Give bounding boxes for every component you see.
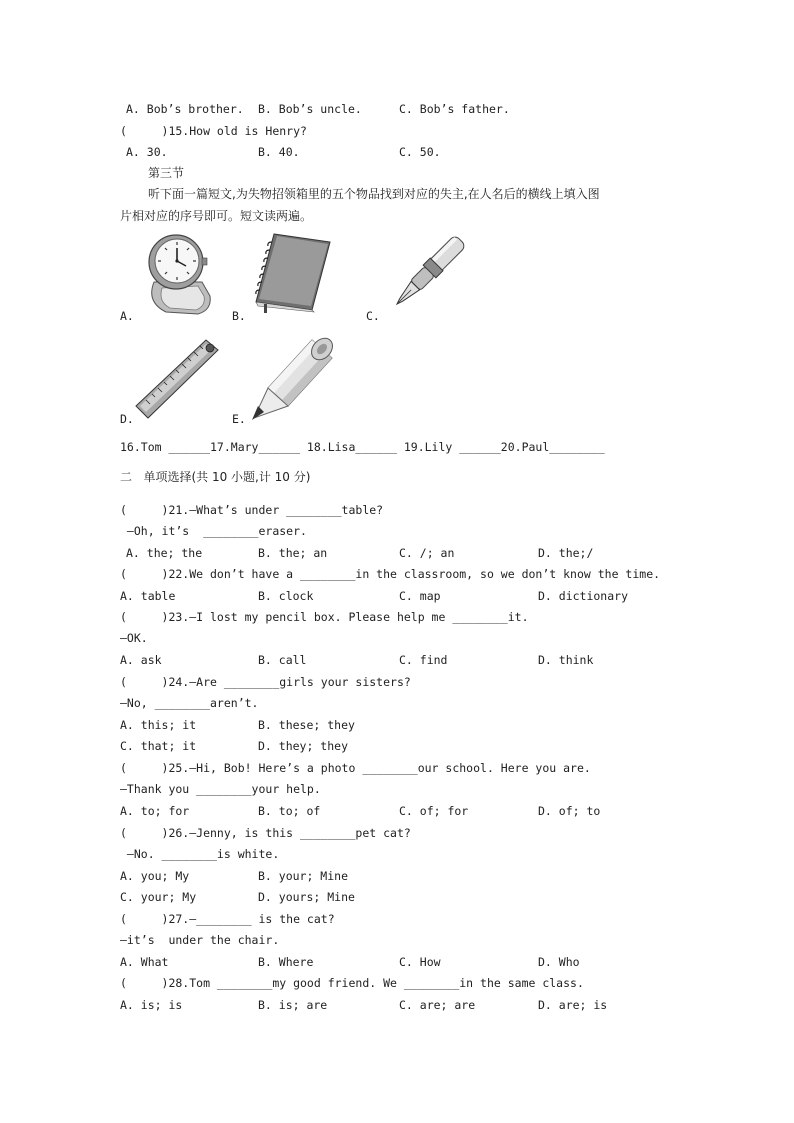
q21-stem: ( )21.—What’s under ________table? — [120, 503, 384, 517]
q25-option-b: B. to; of — [258, 804, 321, 818]
q14-option-b: B. Bob’s uncle. — [258, 102, 362, 116]
q23-option-a: A. ask — [120, 653, 162, 667]
q25-option-a: A. to; for — [120, 804, 190, 818]
q28-option-c: C. are; are — [399, 998, 476, 1012]
q21-option-a: A. the; the — [126, 546, 203, 560]
q28-option-b: B. is; are — [258, 998, 328, 1012]
q22-option-a: A. table — [120, 589, 176, 603]
q22-option-d: D. dictionary — [538, 589, 629, 603]
q27-option-d: D. Who — [538, 955, 580, 969]
q26-stem: ( )26.—Jenny, is this ________pet cat? — [120, 826, 411, 840]
q25-reply: —Thank you ________your help. — [120, 782, 321, 796]
q24-stem: ( )24.—Are ________girls your sisters? — [120, 675, 411, 689]
q14-option-a: A. Bob’s brother. — [126, 102, 244, 116]
q22-option-b: B. clock — [258, 589, 314, 603]
q22-stem: ( )22.We don’t have a ________in the classroom, so we don’t know the time. — [120, 567, 661, 581]
q26-option-a: A. you; My — [120, 869, 190, 883]
q26-option-d: D. yours; Mine — [258, 890, 355, 904]
q22-option-c: C. map — [399, 589, 441, 603]
q23-option-d: D. think — [538, 653, 594, 667]
q27-option-b: B. Where — [258, 955, 314, 969]
ruler-icon — [132, 336, 222, 422]
q21-option-b: B. the; an — [258, 546, 328, 560]
q15-stem: ( )15.How old is Henry? — [120, 124, 307, 138]
q23-option-b: B. call — [258, 653, 307, 667]
section3-instruction-2: 片相对应的序号即可。短文读两遍。 — [120, 209, 313, 223]
q23-reply: —OK. — [120, 631, 148, 645]
picture-label-c: C. — [366, 309, 380, 323]
picture-label-a: A. — [120, 309, 134, 323]
pencil-icon — [248, 334, 338, 424]
q15-option-b: B. 40. — [258, 145, 300, 159]
notebook-icon — [250, 230, 334, 314]
watch-icon — [136, 232, 216, 316]
q24-option-b: B. these; they — [258, 718, 355, 732]
section3-instruction-1: 听下面一篇短文,为失物招领箱里的五个物品找到对应的失主,在人名后的横线上填入图 — [148, 187, 600, 201]
q26-option-c: C. your; My — [120, 890, 197, 904]
q26-option-b: B. your; Mine — [258, 869, 349, 883]
q26-reply: —No. ________is white. — [120, 847, 280, 861]
q15-option-a: A. 30. — [126, 145, 168, 159]
pen-icon — [384, 230, 468, 320]
q15-option-c: C. 50. — [399, 145, 441, 159]
q27-stem: ( )27.—________ is the cat? — [120, 912, 335, 926]
picture-label-d: D. — [120, 412, 134, 426]
q21-option-d: D. the;/ — [538, 546, 594, 560]
section3-title: 第三节 — [148, 166, 185, 180]
q27-option-c: C. How — [399, 955, 441, 969]
answer-names-line: 16.Tom ______17.Mary______ 18.Lisa______ 19.Lily ______20.Paul________ — [120, 440, 605, 454]
q24-option-a: A. this; it — [120, 718, 197, 732]
part2-title: 二 单项选择(共 10 小题,计 10 分) — [120, 470, 311, 484]
q27-option-a: A. What — [120, 955, 169, 969]
q25-stem: ( )25.—Hi, Bob! Here’s a photo ________our school. Here you are. — [120, 761, 591, 775]
picture-label-e: E. — [232, 412, 246, 426]
q21-option-c: C. /; an — [399, 546, 455, 560]
q14-option-c: C. Bob’s father. — [399, 102, 510, 116]
q24-option-d: D. they; they — [258, 739, 349, 753]
q24-option-c: C. that; it — [120, 739, 197, 753]
q23-stem: ( )23.—I lost my pencil box. Please help me ________it. — [120, 610, 529, 624]
picture-label-b: B. — [232, 309, 246, 323]
q25-option-d: D. of; to — [538, 804, 601, 818]
q23-option-c: C. find — [399, 653, 448, 667]
q28-option-a: A. is; is — [120, 998, 183, 1012]
q25-option-c: C. of; for — [399, 804, 469, 818]
q24-reply: —No, ________aren’t. — [120, 696, 259, 710]
q28-option-d: D. are; is — [538, 998, 608, 1012]
q21-reply: —Oh, it’s ________eraser. — [120, 524, 307, 538]
q28-stem: ( )28.Tom ________my good friend. We ________in the same class. — [120, 976, 584, 990]
q27-reply: —it’s under the chair. — [120, 933, 280, 947]
